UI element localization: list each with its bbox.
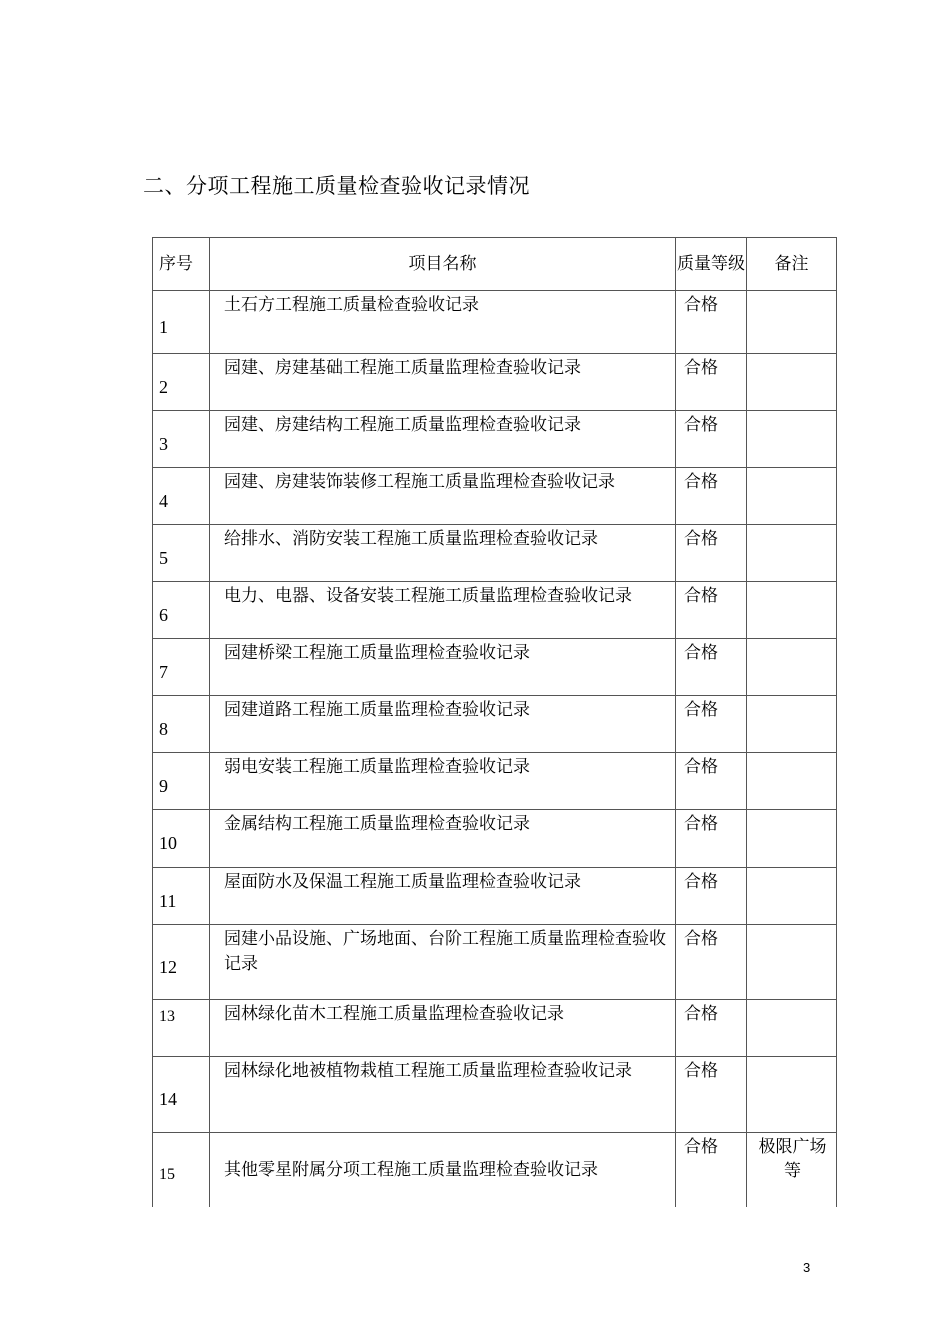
row-no: 14 [153, 1057, 210, 1133]
row-no: 3 [153, 411, 210, 468]
row-no: 15 [153, 1133, 210, 1207]
row-name: 园建、房建结构工程施工质量监理检查验收记录 [210, 411, 676, 468]
row-grade: 合格 [676, 1133, 747, 1207]
row-name: 园建、房建基础工程施工质量监理检查验收记录 [210, 354, 676, 411]
row-grade: 合格 [676, 696, 747, 753]
row-grade: 合格 [676, 868, 747, 925]
table-row [153, 468, 837, 525]
row-name: 园林绿化苗木工程施工质量监理检查验收记录 [210, 1000, 676, 1057]
row-grade: 合格 [676, 411, 747, 468]
row-no: 7 [153, 639, 210, 696]
header-no: 序号 [153, 238, 210, 291]
table-row [153, 354, 837, 411]
row-grade: 合格 [676, 354, 747, 411]
row-note [747, 639, 837, 696]
row-grade: 合格 [676, 468, 747, 525]
row-name: 园林绿化地被植物栽植工程施工质量监理检查验收记录 [210, 1057, 676, 1133]
row-note [747, 411, 837, 468]
table-row [153, 1133, 837, 1207]
row-note [747, 868, 837, 925]
table-row [153, 1057, 837, 1133]
row-note [747, 291, 837, 354]
row-grade: 合格 [676, 291, 747, 354]
table-row [153, 291, 837, 354]
table-row [153, 810, 837, 868]
row-name: 给排水、消防安装工程施工质量监理检查验收记录 [210, 525, 676, 582]
header-name: 项目名称 [210, 238, 676, 291]
inspection-records-table [152, 237, 837, 1207]
row-note [747, 1000, 837, 1057]
row-name: 园建道路工程施工质量监理检查验收记录 [210, 696, 676, 753]
table-header-row [153, 238, 837, 291]
row-name: 金属结构工程施工质量监理检查验收记录 [210, 810, 676, 868]
row-note [747, 925, 837, 1000]
row-note [747, 696, 837, 753]
row-name: 弱电安装工程施工质量监理检查验收记录 [210, 753, 676, 810]
row-grade: 合格 [676, 925, 747, 1000]
page-number: 3 [803, 1260, 811, 1275]
section-heading: 二、分项工程施工质量检查验收记录情况 [143, 174, 530, 198]
table-row [153, 868, 837, 925]
row-grade: 合格 [676, 639, 747, 696]
row-note [747, 1057, 837, 1133]
row-grade: 合格 [676, 525, 747, 582]
row-no: 4 [153, 468, 210, 525]
table-row [153, 411, 837, 468]
table-row [153, 582, 837, 639]
header-grade: 质量等级 [676, 238, 747, 291]
header-note: 备注 [747, 238, 837, 291]
row-name: 园建、房建装饰装修工程施工质量监理检查验收记录 [210, 468, 676, 525]
row-no: 2 [153, 354, 210, 411]
row-no: 10 [153, 810, 210, 868]
row-note [747, 582, 837, 639]
row-grade: 合格 [676, 582, 747, 639]
row-no: 6 [153, 582, 210, 639]
row-name: 土石方工程施工质量检查验收记录 [210, 291, 676, 354]
table-row [153, 753, 837, 810]
table-row [153, 639, 837, 696]
row-grade: 合格 [676, 1057, 747, 1133]
table-row [153, 925, 837, 1000]
row-note [747, 468, 837, 525]
row-grade: 合格 [676, 753, 747, 810]
row-no: 5 [153, 525, 210, 582]
row-no: 1 [153, 291, 210, 354]
table-row [153, 525, 837, 582]
row-no: 11 [153, 868, 210, 925]
row-note [747, 810, 837, 868]
row-name: 园建小品设施、广场地面、台阶工程施工质量监理检查验收记录 [210, 925, 676, 1000]
row-note [747, 753, 837, 810]
row-grade: 合格 [676, 1000, 747, 1057]
row-no: 12 [153, 925, 210, 1000]
row-name: 园建桥梁工程施工质量监理检查验收记录 [210, 639, 676, 696]
row-no: 8 [153, 696, 210, 753]
row-note [747, 354, 837, 411]
row-name: 屋面防水及保温工程施工质量监理检查验收记录 [210, 868, 676, 925]
table-row [153, 1000, 837, 1057]
row-no: 13 [153, 1000, 210, 1057]
row-note: 极限广场等 [747, 1133, 837, 1207]
row-name: 其他零星附属分项工程施工质量监理检查验收记录 [210, 1133, 676, 1207]
table-row [153, 696, 837, 753]
row-no: 9 [153, 753, 210, 810]
row-name: 电力、电器、设备安装工程施工质量监理检查验收记录 [210, 582, 676, 639]
row-note [747, 525, 837, 582]
row-grade: 合格 [676, 810, 747, 868]
